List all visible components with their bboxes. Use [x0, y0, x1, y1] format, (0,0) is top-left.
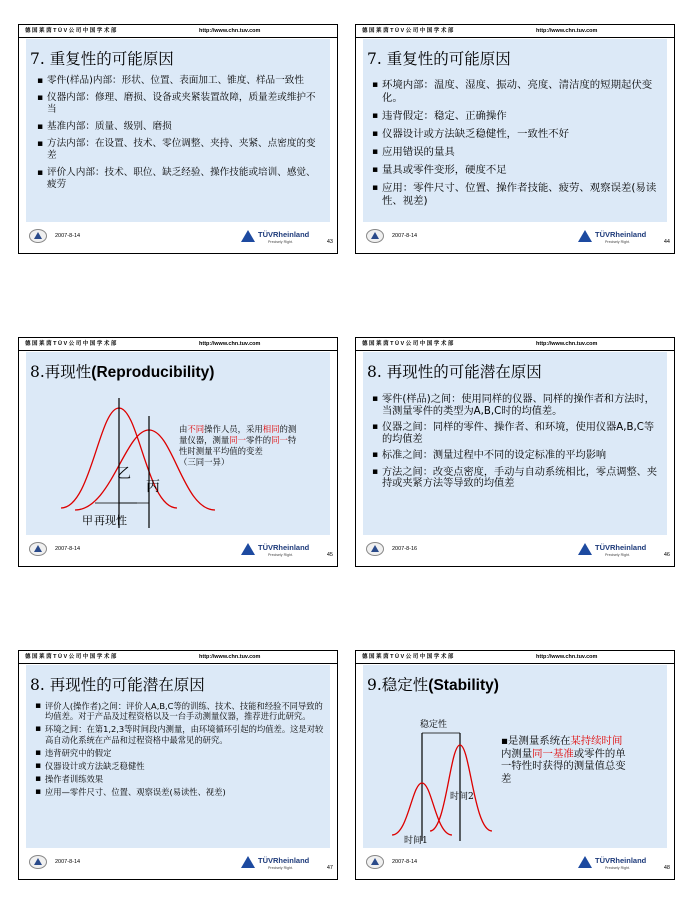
tuv-logo	[241, 542, 321, 560]
page-number: 48	[663, 865, 670, 871]
header-org: 德 国 莱 茵 T Ü V 公 司 中 国 学 术 部	[25, 28, 117, 34]
bullet-item: ▪ 零件(样品)内部：形状、位置、表面加工、锥度、样品一致性	[37, 75, 319, 87]
tuv-triangle-icon	[241, 543, 255, 555]
header-url: http://www.chn.tuv.com	[536, 28, 598, 34]
desc-part: 零件的	[246, 435, 272, 445]
page-number: 45	[326, 552, 333, 558]
desc-highlight: 相同	[262, 424, 280, 434]
definition-text: ▪是测量系统在某持续时间内测量同一基准或零件的单一特性时获得的测量值总变差	[501, 735, 626, 785]
bullet-list	[372, 394, 662, 495]
desc-highlight: 某持续时间	[570, 735, 623, 747]
slide-43	[18, 24, 338, 254]
brand-name: TÜVRheinland	[258, 543, 310, 552]
slide-47	[18, 650, 338, 880]
bullet-item: ▪ 方法之间：改变点密度，手动与自动系统相比，零点调整、夹持或夹紧方法等导致的均值差	[372, 467, 662, 490]
slide-header	[19, 651, 337, 664]
distribution-curve-t2	[430, 745, 492, 831]
bullet-list	[372, 79, 660, 213]
page-number: 44	[663, 239, 670, 245]
tuv-triangle-icon	[578, 230, 592, 242]
slide-header	[19, 338, 337, 351]
slide-footer	[19, 849, 337, 879]
slide-title: 8. 再现性的可能潜在原因	[367, 363, 542, 381]
label-stability: 稳定性	[420, 720, 448, 730]
header-org: 德 国 莱 茵 T Ü V 公 司 中 国 学 术 部	[362, 28, 454, 34]
company-seal-icon	[366, 855, 384, 869]
tuv-triangle-icon	[241, 230, 255, 242]
header-url: http://www.chn.tuv.com	[536, 341, 598, 347]
slide-title: 7. 重复性的可能原因	[30, 50, 174, 68]
slide-footer	[19, 223, 337, 253]
slide-header	[356, 651, 674, 664]
header-url: http://www.chn.tuv.com	[199, 654, 261, 660]
tuv-logo	[578, 229, 658, 247]
bullet-item: ▪ 应用：零件尺寸、位置、操作者技能、疲劳、观察误差(易读性、视差)	[372, 182, 660, 208]
footer-date: 2007-8-14	[55, 233, 81, 239]
bullet-item: ▪ 基准内部：质量、级别、磨损	[37, 121, 319, 133]
header-org: 德 国 莱 茵 T Ü V 公 司 中 国 学 术 部	[362, 654, 454, 660]
company-seal-icon	[366, 542, 384, 556]
slide-header	[356, 25, 674, 38]
header-url: http://www.chn.tuv.com	[199, 341, 261, 347]
slide-footer	[356, 223, 674, 253]
bullet-item: ▪ 评价人(操作者)之间：评价人A,B,C等的训练、技术、技能和经验不同导致的均值差。对于产品及过程资格以及一台手动测量仪器，推荐进行此研究。	[35, 701, 325, 721]
slide-footer	[19, 536, 337, 566]
page-number: 43	[326, 239, 333, 245]
desc-part: 是测量系统在	[508, 735, 571, 747]
title-cn: 8.再现性	[30, 363, 92, 381]
slide-44	[355, 24, 675, 254]
bullet-item: ▪ 标准之间：测量过程中不同的设定标准的平均影响	[372, 450, 662, 462]
bullet-item: ▪ 应用—零件尺寸、位置、观察误差(易读性、视差)	[35, 787, 325, 797]
desc-note: （三同一异）	[179, 457, 230, 467]
bullet-item: ▪ 仪器设计或方法缺乏稳健性	[35, 761, 325, 771]
company-seal-icon	[29, 855, 47, 869]
footer-date: 2007-8-14	[392, 859, 418, 865]
page-number: 46	[663, 552, 670, 558]
brand-slogan: Precisely Right.	[605, 866, 630, 870]
bullet-list	[37, 75, 319, 196]
header-org: 德 国 莱 茵 T Ü V 公 司 中 国 学 术 部	[362, 341, 454, 347]
slide-48	[355, 650, 675, 880]
label-jia: 甲	[82, 514, 93, 527]
desc-part: 内测量	[501, 747, 533, 760]
header-url: http://www.chn.tuv.com	[199, 28, 261, 34]
bullet-item: ▪ 应用错误的量具	[372, 146, 660, 159]
desc-part: 特性时测量平均值的变差	[179, 435, 297, 456]
slide-46	[355, 337, 675, 567]
brand-slogan: Precisely Right.	[268, 866, 293, 870]
desc-part: 或零件的单一特性时获得的测量值总变差	[501, 747, 626, 785]
slide-45	[18, 337, 338, 567]
brand-slogan: Precisely Right.	[605, 240, 630, 244]
brand-name: TÜVRheinland	[595, 856, 647, 865]
footer-date: 2007-8-14	[392, 233, 418, 239]
company-seal-icon	[29, 229, 47, 243]
bullet-item: ▪ 环境内部：温度、湿度、振动、亮度、清洁度的短期起伏变化。	[372, 79, 660, 105]
definition-text	[179, 424, 303, 468]
desc-part: 由	[179, 424, 188, 434]
tuv-logo	[241, 855, 321, 873]
tuv-triangle-icon	[241, 856, 255, 868]
brand-name: TÜVRheinland	[595, 543, 647, 552]
slide-header	[356, 338, 674, 351]
desc-highlight: 同一基准	[532, 747, 574, 760]
bullet-item: ▪ 环境之间：在第1,2,3等时间段内测量，由环境循环引起的均值差。这是对较高自动化系统在产品和过程资格中最常见的研究。	[35, 724, 325, 744]
bullet-item: ▪ 量具或零件变形，硬度不足	[372, 164, 660, 177]
tuv-triangle-icon	[578, 543, 592, 555]
company-seal-icon	[366, 229, 384, 243]
brand-name: TÜVRheinland	[258, 856, 310, 865]
slide-title: 7. 重复性的可能原因	[367, 50, 511, 68]
label-yi: 乙	[117, 466, 131, 482]
desc-part: 操作人员，采用	[204, 424, 263, 434]
label-time-1: 时间1	[404, 836, 428, 846]
tuv-logo	[241, 229, 321, 247]
slide-title	[367, 673, 499, 695]
page-number: 47	[326, 865, 333, 871]
desc-highlight: 不同	[187, 424, 205, 434]
bullet-item: ▪ 操作者训练效果	[35, 774, 325, 784]
label-bing: 丙	[146, 479, 160, 495]
footer-date: 2007-8-14	[55, 546, 81, 552]
desc-highlight: 同一	[229, 435, 246, 445]
slide-footer	[356, 849, 674, 879]
bullet-item: ▪ 方法内部：在设置、技术、零位调整、夹持、夹紧、点密度的变差	[37, 138, 319, 162]
brand-name: TÜVRheinland	[258, 230, 310, 239]
bullet-item: ▪ 仪器之间：同样的零件、操作者、和环境，使用仪器A,B,C等的均值差	[372, 422, 662, 445]
tuv-triangle-icon	[578, 856, 592, 868]
brand-name: TÜVRheinland	[595, 230, 647, 239]
bullet-item: ▪ 评价人内部：技术、职位、缺乏经验、操作技能或培训、感觉、疲劳	[37, 167, 319, 191]
header-org: 德 国 莱 茵 T Ü V 公 司 中 国 学 术 部	[25, 341, 117, 347]
brand-slogan: Precisely Right.	[605, 553, 630, 557]
title-en: (Stability)	[428, 677, 499, 694]
label-time-2: 时间2	[450, 792, 474, 802]
bullet-item: ▪ 仪器内部：修理、磨损、设备或夹紧装置故障，质量差或维护不当	[37, 92, 319, 116]
header-org: 德 国 莱 茵 T Ü V 公 司 中 国 学 术 部	[25, 654, 117, 660]
footer-date: 2007-8-14	[55, 859, 81, 865]
slide-header	[19, 25, 337, 38]
bullet-item: ▪ 违背研究中的假定	[35, 748, 325, 758]
desc-part: 的测量仪器，测量	[179, 424, 297, 445]
footer-date: 2007-8-16	[392, 546, 418, 552]
bullet-list	[35, 701, 325, 801]
label-reproducibility: 再现性	[94, 514, 127, 527]
bullet-item: ▪ 仪器设计或方法缺乏稳健性，一致性不好	[372, 128, 660, 141]
title-en: (Reproducibility)	[91, 364, 215, 381]
header-url: http://www.chn.tuv.com	[536, 654, 598, 660]
bullet-item: ▪ 违背假定：稳定、正确操作	[372, 110, 660, 123]
tuv-logo	[578, 855, 658, 873]
desc-highlight: 同一	[271, 435, 288, 445]
company-seal-icon	[29, 542, 47, 556]
slide-title: 8. 再现性的可能潜在原因	[30, 676, 205, 694]
brand-slogan: Precisely Right.	[268, 240, 293, 244]
tuv-logo	[578, 542, 658, 560]
slide-footer	[356, 536, 674, 566]
bullet-item: ▪ 零件(样品)之间：使用同样的仪器、同样的操作者和方法时，当测量零件的类型为A,B,C时的均值差。	[372, 394, 662, 417]
brand-slogan: Precisely Right.	[268, 553, 293, 557]
title-cn: 9.稳定性	[367, 676, 429, 694]
